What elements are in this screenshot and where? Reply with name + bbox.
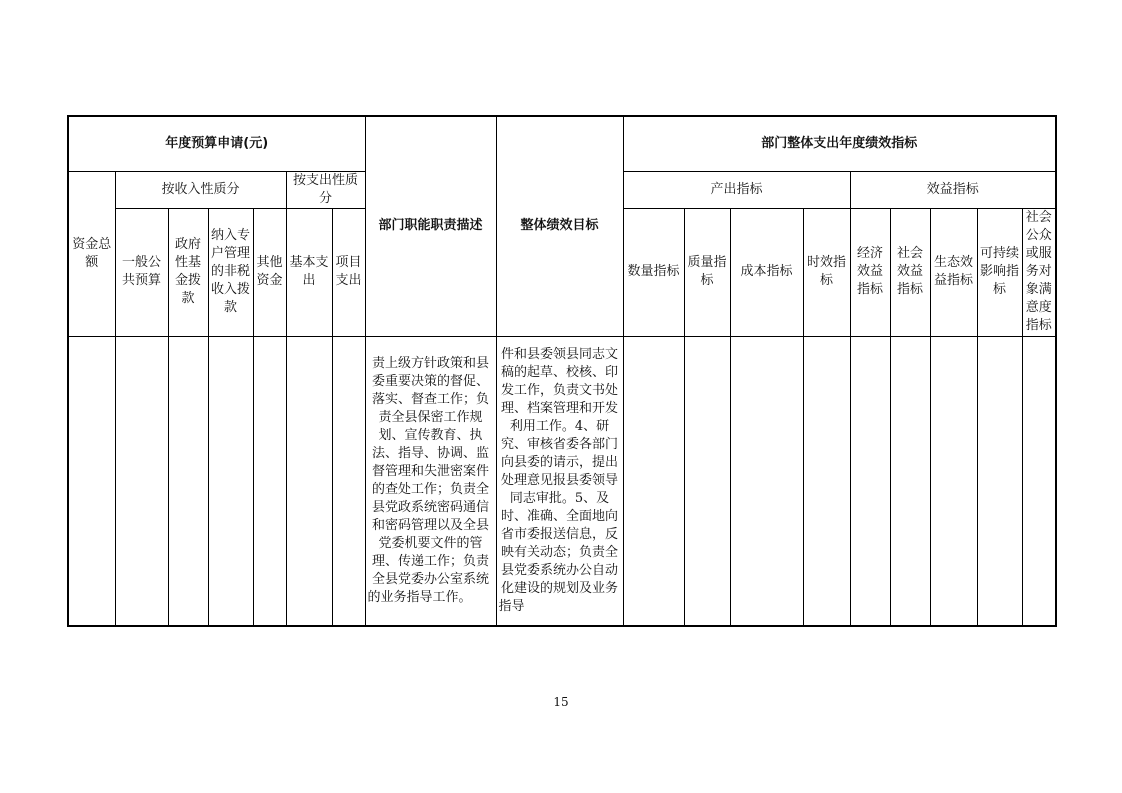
header-basic-expense: 基本支出	[286, 208, 332, 336]
header-overall-goal: 整体绩效目标	[496, 116, 623, 336]
header-by-income: 按收入性质分	[115, 171, 286, 208]
cell-general-budget	[115, 336, 168, 626]
header-dept-performance: 部门整体支出年度绩效指标	[623, 116, 1056, 171]
header-project-expense: 项目支出	[332, 208, 365, 336]
header-social: 社会效益指标	[890, 208, 930, 336]
header-annual-budget: 年度预算申请(元)	[68, 116, 365, 171]
cell-cost	[730, 336, 803, 626]
header-benefit-indicators: 效益指标	[850, 171, 1056, 208]
header-cost: 成本指标	[730, 208, 803, 336]
cell-ecological	[930, 336, 977, 626]
header-quality: 质量指标	[684, 208, 730, 336]
header-gov-fund: 政府性基金拨款	[168, 208, 208, 336]
page-number: 15	[553, 695, 569, 709]
header-output-indicators: 产出指标	[623, 171, 850, 208]
header-by-expense: 按支出性质分	[286, 171, 365, 208]
budget-performance-table	[67, 115, 1057, 627]
cell-basic-expense	[286, 336, 332, 626]
cell-economic	[850, 336, 890, 626]
cell-overall-goal: 件和县委领县同志文稿的起草、校核、印发工作，负责文书处理、档案管理和开发利用工作。4、研究、审核省委各部门向县委的请示，提出处理意见报县委领导同志审批。5、及时、准确、全面地向省市委报送信息，反映有关动态；负责全县党委系统办公自动化建设的规划及业务指导	[496, 336, 623, 626]
cell-social	[890, 336, 930, 626]
header-satisfaction: 社会公众或服务对象满意度指标	[1022, 208, 1056, 336]
cell-total-funds	[68, 336, 115, 626]
header-quantity: 数量指标	[623, 208, 684, 336]
cell-dept-duty: 责上级方针政策和县委重要决策的督促、落实、督查工作；负责全县保密工作规划、宣传教育、执法、指导、协调、监督管理和失泄密案件的查处工作；负责全县党政系统密码通信和密码管理以及全县党委机要文件的管理、传递工作；负责全县党委办公室系统的业务指导工作。	[365, 336, 496, 626]
header-sustainable: 可持续影响指标	[977, 208, 1022, 336]
header-general-budget: 一般公共预算	[115, 208, 168, 336]
header-non-tax: 纳入专户管理的非税收入拨款	[208, 208, 253, 336]
header-timeliness: 时效指标	[803, 208, 850, 336]
cell-gov-fund	[168, 336, 208, 626]
header-dept-duty: 部门职能职责描述	[365, 116, 496, 336]
header-economic: 经济效益指标	[850, 208, 890, 336]
header-total-funds: 资金总额	[68, 171, 115, 336]
cell-timeliness	[803, 336, 850, 626]
cell-satisfaction	[1022, 336, 1056, 626]
cell-quality	[684, 336, 730, 626]
cell-other-funds	[253, 336, 286, 626]
header-ecological: 生态效益指标	[930, 208, 977, 336]
cell-project-expense	[332, 336, 365, 626]
cell-quantity	[623, 336, 684, 626]
cell-sustainable	[977, 336, 1022, 626]
cell-non-tax	[208, 336, 253, 626]
header-other-funds: 其他资金	[253, 208, 286, 336]
